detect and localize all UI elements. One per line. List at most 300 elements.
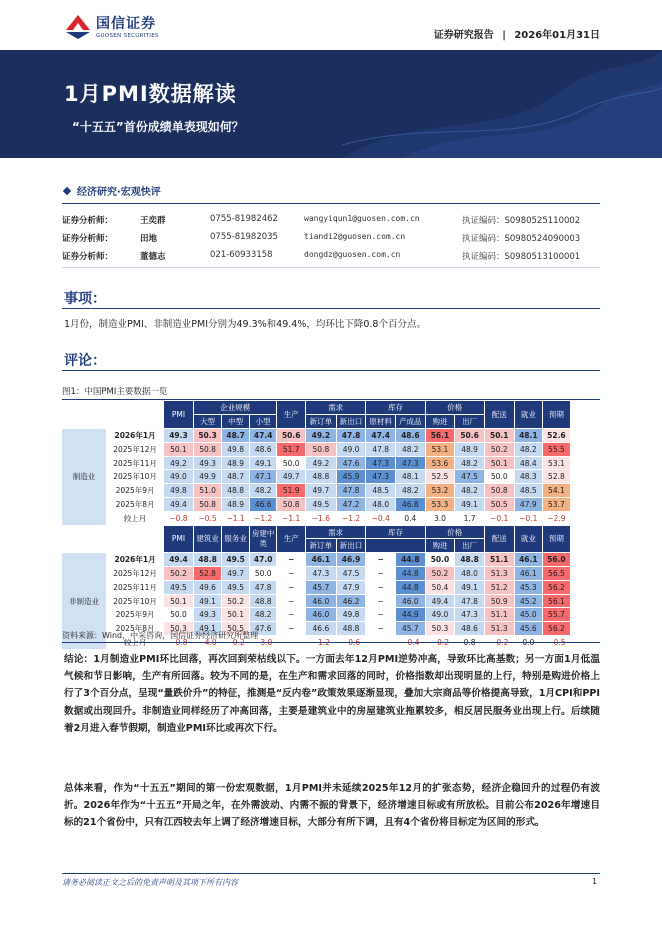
table-cell: 48.8: [455, 553, 485, 567]
table-cell: 53.3: [425, 498, 455, 512]
row-label: 2025年11月: [106, 456, 163, 470]
table-cell: 48.7: [222, 470, 250, 484]
analyst-name: 王奕群: [140, 216, 166, 226]
table-cell: 50.1: [484, 429, 514, 443]
table-cell: 50.0: [484, 470, 514, 484]
header-raw-material: 原材料: [366, 415, 396, 429]
table-cell: 49.9: [193, 470, 222, 484]
table-cell: −: [366, 553, 396, 567]
table-cell: 50.3: [193, 429, 222, 443]
table-cell: −: [366, 608, 396, 622]
table-cell: 50.8: [484, 484, 514, 498]
table-cell: 48.7: [222, 429, 250, 443]
divider: [62, 267, 600, 268]
table-cell: 51.9: [277, 484, 306, 498]
header-factory-price: 出厂: [455, 415, 485, 429]
header-demand: 需求: [306, 401, 366, 415]
header-construction: 建筑业: [193, 525, 222, 553]
table-cell: 48.2: [514, 442, 543, 456]
table-cell: 56.0: [543, 553, 571, 567]
table-cell: 47.3: [366, 456, 396, 470]
table-cell: 50.3: [425, 622, 455, 636]
row-label: 2026年1月: [106, 429, 163, 443]
table-cell: 50.5: [484, 498, 514, 512]
header-factory-price: 出厂: [455, 539, 485, 553]
report-category: [64, 183, 161, 198]
table-cell: 50.8: [306, 442, 337, 456]
title-banner: [0, 50, 662, 158]
table-cell: 47.8: [366, 442, 396, 456]
table-cell: 49.2: [306, 429, 337, 443]
table-cell: 47.2: [336, 498, 366, 512]
table-cell: 53.1: [543, 456, 571, 470]
header-delivery: 配送: [484, 525, 514, 553]
table-cell: 48.6: [396, 429, 426, 443]
logo-text-cn: 国信证券: [96, 16, 156, 32]
table-cell: 50.1: [222, 608, 250, 622]
table-row: [62, 470, 600, 484]
table-cell: 1.7: [455, 511, 485, 525]
table-cell: 49.3: [193, 608, 222, 622]
table-cell: 49.8: [222, 442, 250, 456]
row-label: 2025年10月: [106, 470, 163, 484]
header-employment: 就业: [514, 401, 543, 429]
table-cell: 49.1: [455, 580, 485, 594]
table-cell: −: [277, 608, 306, 622]
table-row: [62, 608, 600, 622]
table-cell: 50.8: [193, 498, 222, 512]
table-cell: 50.0: [164, 608, 194, 622]
report-title: 1月PMI数据解读: [64, 82, 237, 106]
guosen-logo: [64, 12, 184, 46]
conclusion-paragraph-1: 结论：1月制造业PMI环比回落，再次回到荣枯线以下。一方面去年12月PMI逆势冲高，导致环比高基数；另一方面1月低温气候和节日影响，生产有所回落。较为不同的是，在生产和需求回落的同时，价格指数却出现明显的上行，特别是购进价格上行了3个百分点，呈现“量跌价升”的特征，推测是“反内卷”政策效果逐渐显现，叠加大宗商品等价格提高导致，1月CPI和PPI数据或出现回升。非制造业同样经历了冲高回落，主要是建筑业中的房屋建筑业拖累较多，相反居民服务业出现上行。后续随着2月进入春节假期，制造业PMI环比或再次下行。: [64, 654, 600, 734]
analyst-cert: 执证编码：S0980525110002: [462, 216, 581, 226]
table-cell: 48.3: [514, 470, 543, 484]
event-heading: 事项：: [64, 291, 106, 307]
analyst-list: [62, 212, 600, 266]
table-cell: −0.4: [366, 511, 396, 525]
table-cell: −: [366, 580, 396, 594]
table-cell: 47.8: [336, 484, 366, 498]
table-cell: 44.8: [396, 553, 426, 567]
table-cell: −: [366, 622, 396, 636]
table-cell: 56.1: [425, 429, 455, 443]
table-cell: 49.1: [193, 622, 222, 636]
table-cell: −: [277, 567, 306, 581]
header-expectation: 预期: [543, 525, 571, 553]
table-cell: 48.6: [249, 442, 277, 456]
table-cell: 47.8: [249, 580, 277, 594]
table-cell: 50.2: [164, 567, 194, 581]
logo-text-en: GUOSEN SECURITIES: [96, 33, 159, 39]
table-cell: 50.2: [425, 567, 455, 581]
table-cell: 54.1: [543, 484, 571, 498]
table-cell: 53.1: [425, 442, 455, 456]
table-cell: 48.9: [222, 456, 250, 470]
table-cell: 49.8: [336, 608, 366, 622]
table-cell: −: [277, 553, 306, 567]
table-cell: 50.2: [484, 442, 514, 456]
analyst-cert: 执证编码：S0980513100001: [462, 252, 581, 262]
table-cell: −: [277, 580, 306, 594]
table-cell: 47.6: [336, 456, 366, 470]
table-cell: 47.8: [336, 429, 366, 443]
divider: [62, 642, 600, 643]
divider: [62, 370, 600, 371]
table-cell: 46.2: [336, 594, 366, 608]
row-label: 2026年1月: [106, 553, 163, 567]
header-demand: 需求: [306, 525, 366, 539]
header-production: 生产: [277, 525, 306, 553]
table-cell: 46.1: [306, 553, 337, 567]
analyst-name: 董德志: [140, 252, 166, 262]
table-cell: 49.5: [222, 553, 250, 567]
table-cell: 51.0: [193, 484, 222, 498]
report-date: 2026年01月31日: [514, 30, 600, 41]
row-label: 2025年8月: [106, 498, 163, 512]
table-cell: 48.2: [396, 442, 426, 456]
table-cell: 50.6: [277, 429, 306, 443]
analyst-row: [62, 230, 600, 248]
table-cell: 50.0: [249, 567, 277, 581]
table-cell: 44.8: [396, 580, 426, 594]
table-cell: 49.5: [164, 580, 194, 594]
table-cell: 50.0: [425, 553, 455, 567]
header-price: 价格: [425, 401, 484, 415]
table-cell: 47.3: [455, 608, 485, 622]
table-row: [62, 442, 600, 456]
table-cell: 50.1: [484, 456, 514, 470]
mfg-table-body: [62, 429, 600, 526]
table-cell: 45.2: [514, 594, 543, 608]
table-cell: 48.2: [455, 456, 485, 470]
header-pmi: PMI: [164, 401, 194, 429]
header-inventory-blank: [366, 539, 425, 553]
table-cell: −2.9: [543, 511, 571, 525]
table-cell: −0.1: [484, 511, 514, 525]
row-label: 2025年11月: [106, 580, 163, 594]
event-text: 1月份，制造业PMI、非制造业PMI分别为49.3%和49.4%，均环比下降0.8个百分点。: [64, 319, 426, 330]
table-cell: 46.9: [336, 553, 366, 567]
table-cell: 48.2: [455, 484, 485, 498]
table-cell: 48.0: [455, 567, 485, 581]
figure-source: 资料来源：Wind，中采咨询，国信证券经济研究所整理: [62, 631, 259, 640]
table-cell: 49.7: [277, 470, 306, 484]
table-cell: 47.5: [455, 470, 485, 484]
header-price: 价格: [425, 525, 484, 539]
table-cell: 51.1: [484, 553, 514, 567]
mfg-header-row: [62, 401, 600, 415]
row-label: 2025年12月: [106, 442, 163, 456]
table-cell: 48.1: [396, 470, 426, 484]
table-cell: 50.2: [222, 594, 250, 608]
table-row: [62, 580, 600, 594]
table-cell: 50.0: [277, 456, 306, 470]
table-cell: −1.2: [336, 511, 366, 525]
table-cell: 45.9: [336, 470, 366, 484]
analyst-phone: 021-60933158: [210, 250, 273, 260]
diamond-bullet-icon: [63, 187, 71, 195]
table-cell: 48.9: [455, 442, 485, 456]
table-cell: −1.6: [306, 511, 337, 525]
analyst-row: [62, 212, 600, 230]
table-row: [62, 498, 600, 512]
table-cell: 55.5: [543, 442, 571, 456]
row-label: 2025年9月: [106, 484, 163, 498]
table-cell: 45.0: [514, 608, 543, 622]
banner-wave-decoration: [342, 50, 662, 158]
analyst-email[interactable]: tiandi2@guosen.com.cn: [304, 232, 406, 241]
table-cell: 49.7: [222, 567, 250, 581]
table-cell: 48.8: [249, 594, 277, 608]
table-cell: 46.0: [306, 594, 337, 608]
table-cell: 50.8: [277, 498, 306, 512]
table-cell: −: [366, 567, 396, 581]
header-services: 服务业: [222, 525, 250, 553]
footer-disclaimer: 请务必阅读正文之后的免责声明及其项下所有内容: [62, 878, 238, 887]
comment-heading: 评论：: [64, 353, 106, 369]
table-cell: 45.7: [396, 622, 426, 636]
table-cell: 47.5: [336, 567, 366, 581]
table-cell: 47.1: [249, 470, 277, 484]
table-cell: 48.8: [306, 470, 337, 484]
table-cell: 48.9: [222, 498, 250, 512]
table-cell: 48.6: [455, 622, 485, 636]
table-cell: 47.3: [396, 456, 426, 470]
analyst-phone: 0755-81982462: [210, 214, 278, 224]
page-number: 1: [592, 877, 598, 886]
table-cell: 46.0: [306, 608, 337, 622]
table-cell: 49.2: [306, 456, 337, 470]
table-cell: 46.6: [249, 498, 277, 512]
analyst-email[interactable]: wangyiqun1@guosen.com.cn: [304, 214, 420, 223]
table-row: [62, 567, 600, 581]
table-cell: 49.3: [164, 429, 194, 443]
table-cell: 50.1: [164, 442, 194, 456]
table-cell: 51.3: [484, 567, 514, 581]
table-cell: −: [277, 622, 306, 636]
table-cell: 56.5: [543, 567, 571, 581]
table-cell: 47.4: [249, 429, 277, 443]
table-cell: 49.4: [164, 498, 194, 512]
table-cell: 49.8: [164, 484, 194, 498]
divider: [62, 203, 600, 204]
table-cell: 53.6: [425, 456, 455, 470]
table-cell: 47.9: [514, 498, 543, 512]
analyst-role: 证券分析师：: [62, 252, 114, 262]
table-cell: 50.1: [164, 594, 194, 608]
table-cell: −1.2: [249, 511, 277, 525]
header-inventory: 库存: [366, 525, 425, 539]
header-employment: 就业: [514, 525, 543, 553]
table-cell: 45.6: [514, 622, 543, 636]
table-cell: 48.4: [514, 456, 543, 470]
table-cell: 50.8: [193, 442, 222, 456]
header-real-estate: 房建中类: [249, 525, 277, 553]
header-inventory: 库存: [366, 401, 425, 415]
header-scale: 企业规模: [193, 401, 277, 415]
report-type: 证券研究报告: [433, 30, 494, 41]
header-new-export: 新出口: [336, 539, 366, 553]
analyst-role: 证券分析师：: [62, 216, 114, 226]
table-row: [62, 429, 600, 443]
table-cell: 51.2: [484, 580, 514, 594]
table-cell: 45.7: [306, 580, 337, 594]
header-pmi: PMI: [164, 525, 194, 553]
table-cell: −0.8: [164, 511, 194, 525]
header-delivery: 配送: [484, 401, 514, 429]
table-cell: 46.6: [306, 622, 337, 636]
table-cell: −1.1: [222, 511, 250, 525]
table-cell: −0.5: [193, 511, 222, 525]
header-purchase-price: 购进: [425, 415, 455, 429]
header-production: 生产: [277, 401, 306, 429]
report-subtitle: “十五五”首份成绩单表现如何？: [72, 120, 244, 134]
header-small: 小型: [249, 415, 277, 429]
analyst-phone: 0755-81982035: [210, 232, 278, 242]
table-cell: 52.8: [543, 470, 571, 484]
table-cell: 46.0: [396, 594, 426, 608]
table-cell: 49.1: [455, 498, 485, 512]
table-cell: 49.7: [306, 484, 337, 498]
table-row: [62, 553, 600, 567]
analyst-cert: 执证编码：S0980524090003: [462, 234, 581, 244]
table-cell: 48.2: [396, 484, 426, 498]
header-new-order: 新订单: [306, 415, 337, 429]
table-cell: 47.9: [336, 580, 366, 594]
header-expectation: 预期: [543, 401, 571, 429]
table-row: [62, 456, 600, 470]
row-label: 2025年9月: [106, 608, 163, 622]
header-medium: 中型: [222, 415, 250, 429]
table-cell: 52.8: [193, 567, 222, 581]
table-row: [62, 594, 600, 608]
table-cell: 56.2: [543, 622, 571, 636]
table-cell: 49.0: [336, 442, 366, 456]
row-label: 2025年12月: [106, 567, 163, 581]
table-cell: 51.7: [277, 442, 306, 456]
guosen-logo-icon: [64, 12, 92, 40]
table-cell: 46.1: [514, 567, 543, 581]
table-cell: 47.3: [366, 470, 396, 484]
table-cell: 48.5: [366, 484, 396, 498]
table-cell: 51.3: [484, 622, 514, 636]
row-group-label: 非制造业: [62, 553, 106, 650]
table-cell: −: [277, 594, 306, 608]
header-finished-goods: 产成品: [396, 415, 426, 429]
table-cell: 48.8: [193, 553, 222, 567]
table-cell: 50.6: [455, 429, 485, 443]
divider: [62, 308, 600, 309]
table-cell: 52.6: [543, 429, 571, 443]
table-cell: −1.1: [277, 511, 306, 525]
table-cell: 48.0: [366, 498, 396, 512]
table-cell: 44.9: [396, 608, 426, 622]
table-cell: 49.6: [193, 580, 222, 594]
analyst-name: 田地: [140, 234, 158, 244]
table-cell: −: [366, 594, 396, 608]
table-cell: 50.4: [425, 580, 455, 594]
table-cell: 44.8: [396, 567, 426, 581]
table-cell: 49.2: [164, 456, 194, 470]
divider: [62, 873, 600, 874]
table-cell: 49.1: [193, 594, 222, 608]
empty-header-cell: [62, 525, 164, 553]
header-large: 大型: [193, 415, 222, 429]
table-cell: 49.3: [193, 456, 222, 470]
table-cell: 47.8: [455, 594, 485, 608]
table-cell: 47.0: [249, 553, 277, 567]
table-cell: 48.8: [222, 484, 250, 498]
table-row: [62, 511, 600, 525]
table-cell: 48.5: [514, 484, 543, 498]
table-cell: 49.1: [249, 456, 277, 470]
table-cell: 48.1: [514, 429, 543, 443]
table-cell: 48.2: [249, 608, 277, 622]
conclusion-paragraph-2: 总体来看，作为“十五五”期间的第一份宏观数据，1月PMI并未延续2025年12月的扩张态势，经济企稳回升的过程仍有波折。2026年作为“十五五”开局之年，在外需波动、内需不振的背景下，经济增速目标或有所放松。目前公布2026年增速目标的21个省份中，只有江西较去年上调了经济增速目标，大部分有所下调，且有4个省份将目标定为区间的形式。: [64, 783, 600, 829]
table-cell: 47.3: [306, 567, 337, 581]
meta-separator: |: [502, 30, 506, 41]
table-cell: 49.0: [425, 608, 455, 622]
table-cell: 47.6: [249, 622, 277, 636]
table-cell: 0.4: [396, 511, 426, 525]
analyst-role: 证券分析师：: [62, 234, 114, 244]
figure-caption: 图1：中国PMI主要数据一览: [62, 387, 168, 397]
table-cell: 49.4: [425, 594, 455, 608]
table-cell: 53.7: [543, 498, 571, 512]
table-cell: 49.4: [164, 553, 194, 567]
table-cell: 56.1: [543, 594, 571, 608]
report-meta: [434, 26, 600, 41]
category-label: 经济研究·宏观快评: [77, 187, 161, 198]
table-cell: 53.2: [425, 484, 455, 498]
divider: [62, 399, 600, 400]
header-new-order: 新订单: [306, 539, 337, 553]
table-cell: 52.5: [425, 470, 455, 484]
table-cell: 48.2: [249, 484, 277, 498]
analyst-email[interactable]: dongdz@guosen.com.cn: [304, 250, 401, 259]
table-cell: 47.4: [366, 429, 396, 443]
table-cell: 46.8: [396, 498, 426, 512]
table-cell: 50.3: [164, 622, 194, 636]
table-cell: 49.5: [306, 498, 337, 512]
table-cell: 49.0: [164, 470, 194, 484]
row-label: 2025年8月: [106, 622, 163, 636]
table-cell: 46.1: [514, 553, 543, 567]
table-cell: 3.0: [425, 511, 455, 525]
nonmfg-header-row: [62, 525, 600, 539]
row-label: 2025年10月: [106, 594, 163, 608]
table-cell: 56.2: [543, 580, 571, 594]
table-cell: 50.5: [222, 622, 250, 636]
table-cell: 45.3: [514, 580, 543, 594]
table-cell: −0.1: [514, 511, 543, 525]
analyst-row: [62, 248, 600, 266]
header-purchase-price: 购进: [425, 539, 455, 553]
page-header: [0, 0, 662, 50]
table-cell: 49.5: [222, 580, 250, 594]
row-group-label: 制造业: [62, 429, 106, 526]
row-label: 较上月: [106, 511, 163, 525]
header-new-export: 新出口: [336, 415, 366, 429]
table-cell: 50.9: [484, 594, 514, 608]
table-cell: 48.8: [336, 622, 366, 636]
table-row: [62, 484, 600, 498]
pmi-table: [62, 401, 600, 650]
table-cell: 51.1: [484, 608, 514, 622]
table-cell: 55.7: [543, 608, 571, 622]
empty-header-cell: [62, 401, 164, 429]
